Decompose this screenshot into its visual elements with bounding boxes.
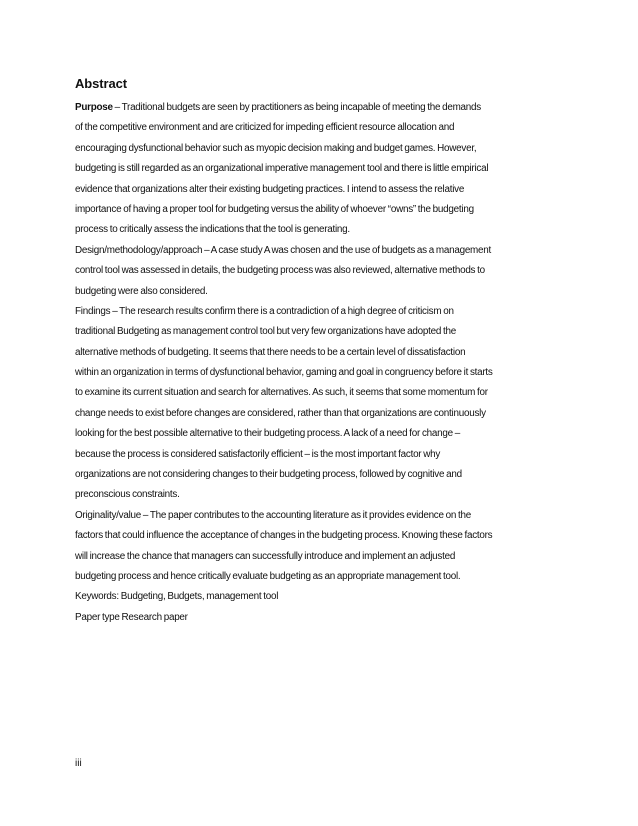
abstract-line — [75, 98, 560, 118]
page-number: iii — [75, 758, 82, 769]
abstract-line: Originality/value – The paper contributes to the accounting literature as it provides evidence on the — [75, 509, 471, 521]
abstract-line: alternative methods of budgeting. It seems that there needs to be a certain level of dissatisfaction — [75, 346, 466, 358]
abstract-line-text: – Traditional budgets are seen by practitioners as being incapable of meeting the demands — [112, 102, 481, 113]
abstract-line: will increase the chance that managers can successfully introduce and implement an adjusted — [75, 550, 456, 562]
abstract-line: change needs to exist before changes are considered, rather than that organizations are continuously — [75, 407, 486, 419]
abstract-line: organizations are not considering changes to their budgeting process, followed by cognitive and — [75, 469, 462, 481]
abstract-line: within an organization in terms of dysfunctional behavior, gaming and goal in congruency before it starts — [75, 367, 493, 379]
abstract-line: importance of having a proper tool for budgeting versus the ability of whoever “owns” the budgeting — [75, 203, 474, 215]
abstract-line: to examine its current situation and search for alternatives. As such, it seems that some momentum for — [75, 387, 488, 399]
abstract-line: because the process is considered satisfactorily efficient – is the most important factor why — [75, 448, 441, 460]
abstract-body — [75, 98, 560, 628]
abstract-line: encouraging dysfunctional behavior such as myopic decision making and budget games. However, — [75, 142, 477, 154]
abstract-line: looking for the best possible alternative to their budgeting process. A lack of a need for change – — [75, 428, 461, 440]
abstract-line: preconscious constraints. — [75, 489, 180, 501]
abstract-line: budgeting process and hence critically evaluate budgeting as an appropriate management tool. — [75, 570, 461, 582]
abstract-line: Keywords: Budgeting, Budgets, management tool — [75, 591, 279, 603]
abstract-line: budgeting were also considered. — [75, 285, 208, 297]
abstract-line: factors that could influence the acceptance of changes in the budgeting process. Knowing these factors — [75, 530, 493, 542]
abstract-heading: Abstract — [75, 76, 127, 91]
purpose-label: Purpose — [75, 102, 113, 113]
abstract-line: evidence that organizations alter their existing budgeting practices. I intend to assess the relative — [75, 183, 465, 195]
abstract-line: Design/methodology/approach – A case study A was chosen and the use of budgets as a management — [75, 244, 492, 256]
abstract-line: of the competitive environment and are criticized for impeding efficient resource allocation and — [75, 122, 455, 134]
abstract-line: control tool was assessed in details, the budgeting process was also reviewed, alternative methods to — [75, 265, 485, 277]
abstract-line: process to critically assess the indications that the tool is generating. — [75, 224, 350, 236]
abstract-line: Paper type Research paper — [75, 611, 188, 623]
abstract-line: traditional Budgeting as management control tool but very few organizations have adopted the — [75, 326, 456, 338]
abstract-line: budgeting is still regarded as an organizational imperative management tool and there is little empirical — [75, 163, 489, 175]
abstract-line: Findings – The research results confirm there is a contradiction of a high degree of criticism on — [75, 305, 454, 317]
page-content — [75, 76, 560, 628]
